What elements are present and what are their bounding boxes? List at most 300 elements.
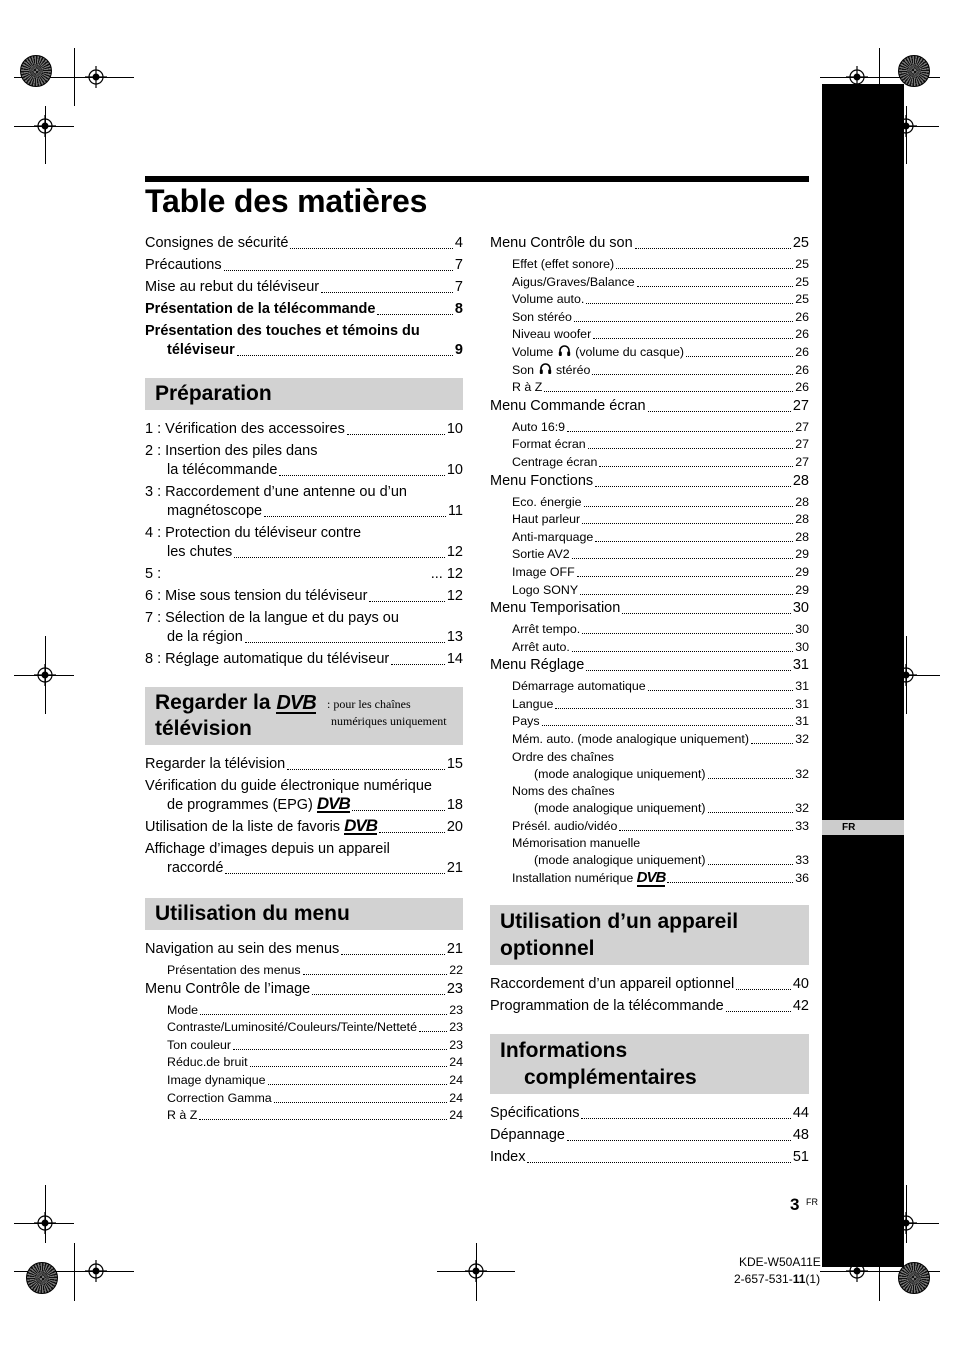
headphone-icon xyxy=(539,362,552,375)
code-suffix: (1) xyxy=(805,1272,821,1286)
toc-entry-text: Dépannage xyxy=(490,1127,565,1144)
toc-entry-title xyxy=(512,639,570,656)
toc-entry-text: téléviseur xyxy=(167,342,235,358)
toc-entry-title xyxy=(167,1107,197,1124)
toc-leader-dots xyxy=(593,337,793,339)
toc-leader-dots xyxy=(527,1161,790,1163)
toc-leader-dots xyxy=(233,1048,447,1050)
toc-entry-text: (mode analogique uniquement) xyxy=(534,853,706,868)
toc-leader-dots xyxy=(708,811,794,813)
registration-mark-icon xyxy=(85,66,107,88)
toc-leader-dots xyxy=(686,355,793,357)
toc-leader-dots xyxy=(274,1101,448,1103)
toc-leader-dots xyxy=(237,354,453,356)
model-number: KDE-W50A11E xyxy=(739,1255,821,1269)
toc-page-number: 28 xyxy=(795,512,809,527)
toc-leader-dots xyxy=(347,433,445,435)
toc-entry-text: Menu Contrôle de l’image xyxy=(145,980,311,997)
toc-leader-dots xyxy=(616,267,793,269)
toc-entry-text: Pays xyxy=(512,714,540,729)
toc-leader-dots xyxy=(586,669,791,671)
toc-entry-title xyxy=(512,529,593,546)
toc-page-number: 14 xyxy=(446,651,463,667)
toc-entry-text: Raccordement d’un appareil optionnel xyxy=(490,976,735,993)
toc-leader-dots xyxy=(582,522,793,524)
toc-entry-title xyxy=(167,341,235,360)
toc-page-number: 15 xyxy=(446,756,463,772)
toc-entry-text: magnétoscope xyxy=(167,503,263,519)
toc-page-number: 27 xyxy=(795,419,809,434)
toc-leader-dots xyxy=(290,247,452,249)
toc-entry-text: Logo SONY xyxy=(512,582,579,597)
toc-page-number: 36 xyxy=(795,871,809,886)
toc-subentry xyxy=(145,1037,463,1054)
side-tab-bar xyxy=(822,84,904,1267)
toc-subentry xyxy=(490,582,809,599)
toc-entry-title xyxy=(512,309,572,326)
toc-leader-dots xyxy=(581,1117,790,1119)
dvb-logo-icon: DVB xyxy=(316,794,350,813)
toc-entry-text: les chutes xyxy=(167,544,233,560)
toc-subentry xyxy=(490,454,809,471)
toc-page-number: 10 xyxy=(446,421,463,437)
toc-entry-text: Menu Réglage xyxy=(490,657,585,674)
section-header-preparation xyxy=(145,378,463,410)
toc-leader-dots xyxy=(391,663,445,665)
toc-page-number: 48 xyxy=(792,1127,809,1144)
toc-subentry xyxy=(490,291,809,308)
toc-entry-title xyxy=(512,326,591,343)
toc-page-number: 25 xyxy=(795,274,809,289)
color-target-icon xyxy=(20,55,52,87)
toc-page-number: 22 xyxy=(449,963,463,977)
toc-entry-text: Utilisation de la liste de favoris xyxy=(145,819,345,835)
toc-leader-dots xyxy=(419,1030,447,1032)
toc-entry-text: Son xyxy=(512,362,538,377)
toc-entry-title xyxy=(512,436,586,453)
toc-entry-text: 8 : Réglage automatique du téléviseur xyxy=(145,651,390,667)
toc-entry-text: Effet (effet sonore) xyxy=(512,257,615,271)
toc-leader-dots xyxy=(648,410,791,412)
dvb-note xyxy=(327,696,447,730)
toc-entry-title xyxy=(512,546,570,563)
toc-entry-text: (mode analogique uniquement) xyxy=(534,801,706,816)
toc-leader-dots xyxy=(234,556,445,558)
toc-entry-title xyxy=(512,291,584,308)
toc-subentry xyxy=(490,309,809,326)
toc-page-number: 27 xyxy=(795,454,809,469)
toc-page-number: 51 xyxy=(792,1149,809,1166)
toc-entry-title xyxy=(512,454,597,471)
crop-line xyxy=(74,48,75,106)
toc-entry-text: Eco. énergie xyxy=(512,494,582,509)
toc-subentry xyxy=(490,546,809,563)
toc-entry-text: Image dynamique xyxy=(167,1072,266,1087)
toc-entry-title xyxy=(167,543,232,562)
toc-leader-dots xyxy=(582,632,793,634)
toc-menus-list xyxy=(490,234,809,887)
toc-page-number: 29 xyxy=(795,582,809,597)
toc-leader-dots xyxy=(567,430,793,432)
toc-entry-title xyxy=(145,980,310,999)
toc-entry xyxy=(145,980,463,999)
toc-entry-line: Mémorisation manuelle xyxy=(512,836,641,851)
toc-leader-dots xyxy=(225,872,444,874)
toc-leader-dots xyxy=(637,285,794,287)
toc-entry-title xyxy=(512,621,580,638)
toc-entry-text: de programmes (EPG) xyxy=(167,797,317,813)
toc-subentry xyxy=(490,713,809,730)
toc-entry-text: Regarder la télévision xyxy=(145,756,286,772)
toc-subentry xyxy=(490,529,809,546)
toc-entry-line: 3 : Raccordement d’une antenne ou d’un xyxy=(145,484,407,500)
toc-subentry xyxy=(145,1107,463,1124)
toc-entry-title xyxy=(490,1104,579,1123)
registration-mark-icon xyxy=(465,1260,487,1282)
toc-leader-dots xyxy=(708,863,794,865)
toc-page-number: 23 xyxy=(446,980,463,997)
toc-page-number: 11 xyxy=(447,503,463,519)
crop-line xyxy=(74,1243,75,1301)
toc-page-number: 25 xyxy=(795,292,809,307)
toc-entry-text: Spécifications xyxy=(490,1105,580,1122)
dvb-note-line: : pour les chaînes xyxy=(327,697,411,711)
toc-entry-title xyxy=(167,461,277,480)
toc-entry-line: Noms des chaînes xyxy=(512,784,615,799)
section-title: Utilisation d’un appareil xyxy=(500,910,739,934)
toc-entry xyxy=(145,859,463,878)
toc-page-number: 24 xyxy=(449,1090,463,1105)
toc-entry-text: (volume du casque) xyxy=(571,344,685,359)
toc-page-number: 26 xyxy=(795,362,809,377)
toc-leader-dots xyxy=(312,993,445,995)
toc-entry-text: Installation numérique xyxy=(512,871,637,886)
toc-page-number: 29 xyxy=(795,547,809,562)
toc-entry-title xyxy=(512,564,575,581)
toc-entry-title xyxy=(490,472,593,491)
toc-entry-title xyxy=(145,420,345,439)
toc-page-number: 29 xyxy=(795,564,809,579)
toc-entry-line: 4 : Protection du téléviseur contre xyxy=(145,525,362,541)
toc-leader-dots xyxy=(567,1139,791,1141)
toc-entry-text: Centrage écran xyxy=(512,454,598,469)
toc-page-number: 10 xyxy=(446,462,463,478)
toc-page-number: 33 xyxy=(795,853,809,868)
toc-leader-dots xyxy=(199,1118,447,1120)
section-title: Regarder la xyxy=(155,691,271,714)
toc-leader-dots xyxy=(751,742,793,744)
toc-entry-text: R à Z xyxy=(167,1108,198,1123)
toc-entry xyxy=(490,975,809,994)
toc-entry-title xyxy=(490,397,646,416)
toc-entry-text: Index xyxy=(490,1149,526,1166)
toc-entry-text: Sortie AV2 xyxy=(512,547,570,562)
toc-page-number: 12 xyxy=(446,544,463,560)
toc-leader-dots xyxy=(736,988,791,990)
toc-entry-title xyxy=(534,800,706,817)
toc-entry-text: Niveau woofer xyxy=(512,327,592,342)
toc-entry xyxy=(145,565,463,584)
registration-mark-icon xyxy=(34,1212,56,1234)
toc-leader-dots xyxy=(622,612,791,614)
toc-entry-title xyxy=(512,731,749,748)
headphone-icon xyxy=(558,344,571,357)
page-number: 3 xyxy=(790,1195,800,1214)
toc-leader-dots xyxy=(163,579,429,580)
toc-leader-dots xyxy=(586,302,793,304)
dvb-logo-icon: DVB xyxy=(344,816,377,835)
toc-subentry xyxy=(490,621,809,638)
toc-leader-dots xyxy=(635,247,791,249)
toc-entry xyxy=(145,502,463,521)
toc-subentry xyxy=(145,1090,463,1107)
toc-leader-dots xyxy=(321,291,453,293)
dvb-logo-icon: DVB xyxy=(636,869,666,887)
toc-subentry xyxy=(490,419,809,436)
toc-entry-text: Présentation des menus xyxy=(167,963,301,977)
toc-entry-text: Mode xyxy=(167,1002,198,1017)
toc-entry-title xyxy=(145,300,375,319)
toc-leader-dots xyxy=(577,575,794,577)
toc-entry-title xyxy=(512,713,540,730)
toc-subentry xyxy=(490,494,809,511)
toc-intro-list xyxy=(145,234,463,360)
toc-entry-line: Présentation des touches et témoins du xyxy=(145,323,420,339)
toc-entry-title xyxy=(145,818,377,837)
toc-entry xyxy=(490,1104,809,1123)
section-title: optionnel xyxy=(500,937,595,961)
toc-entry-title xyxy=(490,599,620,618)
toc-page-number: ... 12 xyxy=(430,566,463,582)
toc-page-number: 28 xyxy=(795,494,809,509)
toc-entry-text: Format écran xyxy=(512,437,586,452)
toc-entry-title xyxy=(512,256,614,273)
toc-entry xyxy=(145,587,463,606)
toc-entry-title xyxy=(490,234,633,253)
toc-entry-title xyxy=(512,379,542,396)
toc-page-number: 32 xyxy=(795,766,809,781)
toc-page-number: 31 xyxy=(795,679,809,694)
toc-page-number: 7 xyxy=(454,257,463,273)
toc-entry-text: Programmation de la télécommande xyxy=(490,998,724,1015)
toc-entry-line: Affichage d’images depuis un appareil xyxy=(145,841,390,857)
toc-optional-list xyxy=(490,975,809,1016)
toc-entry xyxy=(145,796,463,815)
toc-entry-text: Anti-marquage xyxy=(512,529,594,544)
toc-entry-title xyxy=(167,628,243,647)
toc-entry-text: Précautions xyxy=(145,257,222,273)
toc-page-number: 32 xyxy=(795,801,809,816)
toc-entry-title xyxy=(512,696,553,713)
toc-page-number: 28 xyxy=(795,529,809,544)
toc-entry-text: Haut parleur xyxy=(512,512,581,527)
toc-page-number: 12 xyxy=(446,588,463,604)
toc-leader-dots xyxy=(555,707,793,709)
toc-subentry xyxy=(490,678,809,695)
toc-leader-dots xyxy=(572,650,793,652)
code-prefix: 2-657-531- xyxy=(734,1272,793,1286)
toc-preparation-list xyxy=(145,420,463,669)
toc-entry-title xyxy=(145,755,285,774)
toc-entry-text: Auto 16:9 xyxy=(512,419,566,434)
toc-leader-dots xyxy=(572,557,794,559)
toc-page-number: 26 xyxy=(795,309,809,324)
toc-entry-text: Menu Contrôle du son xyxy=(490,235,633,251)
toc-subentry xyxy=(490,696,809,713)
toc-entry-text: Menu Fonctions xyxy=(490,472,594,489)
toc-entry-title xyxy=(490,1126,565,1145)
toc-entry-text: Consignes de sécurité xyxy=(145,235,289,251)
toc-page-number: 25 xyxy=(795,257,809,271)
toc-right-column xyxy=(490,234,809,1170)
section-title: télévision xyxy=(155,717,252,740)
toc-entry-title xyxy=(490,656,584,675)
toc-watch-tv-list xyxy=(145,755,463,878)
toc-entry-title xyxy=(534,766,706,783)
toc-entry-title xyxy=(145,650,389,669)
toc-subentry xyxy=(145,1054,463,1071)
toc-subentry xyxy=(490,344,809,361)
toc-page-number: 7 xyxy=(454,279,463,295)
toc-entry xyxy=(145,755,463,774)
toc-page-number: 26 xyxy=(795,344,809,359)
toc-leader-dots xyxy=(584,505,794,507)
toc-page-number: 4 xyxy=(454,235,463,251)
toc-entry-text: raccordé xyxy=(167,860,224,876)
toc-subentry xyxy=(490,766,809,783)
toc-entry-text: 1 : Vérification des accessoires xyxy=(145,421,345,437)
toc-entry-line: 7 : Sélection de la langue et du pays ou xyxy=(145,610,399,626)
toc-entry-text: Présentation de la télécommande xyxy=(145,301,376,317)
section-header-optional-device xyxy=(490,905,809,965)
toc-leader-dots xyxy=(303,973,448,975)
toc-entry xyxy=(145,628,463,647)
toc-subentry xyxy=(490,256,809,273)
toc-entry-title xyxy=(512,362,590,379)
toc-entry-text: Correction Gamma xyxy=(167,1090,272,1105)
toc-page-number: 31 xyxy=(795,714,809,729)
toc-entry-title xyxy=(167,1037,231,1054)
toc-page-number: 42 xyxy=(792,998,809,1015)
toc-entry-title xyxy=(490,997,724,1016)
language-tab: FR xyxy=(822,820,904,835)
toc-entry-text: Image OFF xyxy=(512,564,575,579)
toc-entry-title xyxy=(512,419,565,436)
toc-entry-text: Ton couleur xyxy=(167,1037,232,1052)
toc-leader-dots xyxy=(369,600,444,602)
toc-page-number: 13 xyxy=(446,629,463,645)
toc-entry xyxy=(145,818,463,837)
toc-page-number: 23 xyxy=(449,1020,463,1035)
toc-entry-text: Navigation au sein des menus xyxy=(145,941,340,957)
dvb-logo-icon: DVB xyxy=(276,692,316,714)
toc-entry xyxy=(490,997,809,1016)
toc-entry-title xyxy=(167,796,350,815)
toc-info-list xyxy=(490,1104,809,1167)
toc-page-number: 33 xyxy=(795,818,809,833)
toc-page-number: 21 xyxy=(446,941,463,957)
toc-leader-dots xyxy=(200,1013,447,1015)
toc-page-number: 27 xyxy=(792,397,809,414)
toc-page-number: 9 xyxy=(454,342,463,358)
toc-page-number: 40 xyxy=(792,976,809,993)
toc-leader-dots xyxy=(595,485,791,487)
toc-entry xyxy=(145,234,463,253)
toc-subentry xyxy=(145,962,463,979)
toc-entry-text: Réduc.de bruit xyxy=(167,1055,248,1070)
toc-entry xyxy=(490,397,809,416)
toc-entry-text: de la région xyxy=(167,629,243,645)
toc-entry xyxy=(145,650,463,669)
toc-page-number: 27 xyxy=(795,437,809,452)
toc-entry-title xyxy=(512,678,646,695)
toc-entry xyxy=(490,656,809,675)
toc-page-number: 20 xyxy=(446,819,463,835)
toc-entry-text: Arrêt tempo. xyxy=(512,622,581,637)
toc-leader-dots xyxy=(542,724,794,726)
toc-entry-text: Son stéréo xyxy=(512,309,572,324)
toc-entry-title xyxy=(145,256,222,275)
toc-entry-title xyxy=(145,587,367,606)
toc-leader-dots xyxy=(667,881,793,883)
section-header-watch-tv xyxy=(145,687,463,745)
toc-entry-title xyxy=(167,859,223,878)
toc-entry-title xyxy=(167,1019,417,1036)
toc-entry-text: Langue xyxy=(512,696,554,711)
toc-leader-dots xyxy=(352,809,445,811)
toc-leader-dots xyxy=(619,829,793,831)
toc-menu-list xyxy=(145,940,463,1124)
section-header-menu xyxy=(145,898,463,930)
dvb-note-line: numériques uniquement xyxy=(331,714,447,728)
toc-leader-dots xyxy=(599,465,793,467)
toc-leader-dots xyxy=(544,390,793,392)
toc-leader-dots xyxy=(726,1010,791,1012)
toc-entry xyxy=(490,234,809,253)
registration-mark-icon xyxy=(34,115,56,137)
toc-entry-title xyxy=(167,1090,272,1107)
toc-page-number: 32 xyxy=(795,732,809,747)
toc-entry-text: (mode analogique uniquement) xyxy=(534,766,706,781)
toc-leader-dots xyxy=(708,777,794,779)
title-rule xyxy=(145,176,809,182)
section-title: Préparation xyxy=(155,382,272,405)
section-title: Informations xyxy=(500,1039,628,1063)
toc-entry-title xyxy=(512,494,582,511)
toc-entry-text: Arrêt auto. xyxy=(512,639,570,654)
toc-leader-dots xyxy=(648,689,794,691)
toc-entry-title xyxy=(534,852,706,869)
toc-entry-title xyxy=(512,511,580,528)
toc-entry xyxy=(145,461,463,480)
toc-page-number: 30 xyxy=(792,600,809,617)
toc-entry-line: 2 : Insertion des piles dans xyxy=(145,443,318,459)
document-code xyxy=(734,1272,820,1286)
color-target-icon xyxy=(898,55,930,87)
toc-leader-dots xyxy=(341,953,445,955)
toc-page-number: 18 xyxy=(446,797,463,813)
toc-subentry xyxy=(490,639,809,656)
toc-page-number: 24 xyxy=(449,1055,463,1070)
toc-page-number: 28 xyxy=(792,472,809,489)
toc-page-number: 24 xyxy=(449,1072,463,1087)
toc-page-number: 44 xyxy=(792,1105,809,1122)
toc-leader-dots xyxy=(224,269,453,271)
toc-entry xyxy=(145,420,463,439)
toc-subentry xyxy=(145,1002,463,1019)
toc-subentry xyxy=(490,818,809,835)
toc-leader-dots xyxy=(264,515,446,517)
